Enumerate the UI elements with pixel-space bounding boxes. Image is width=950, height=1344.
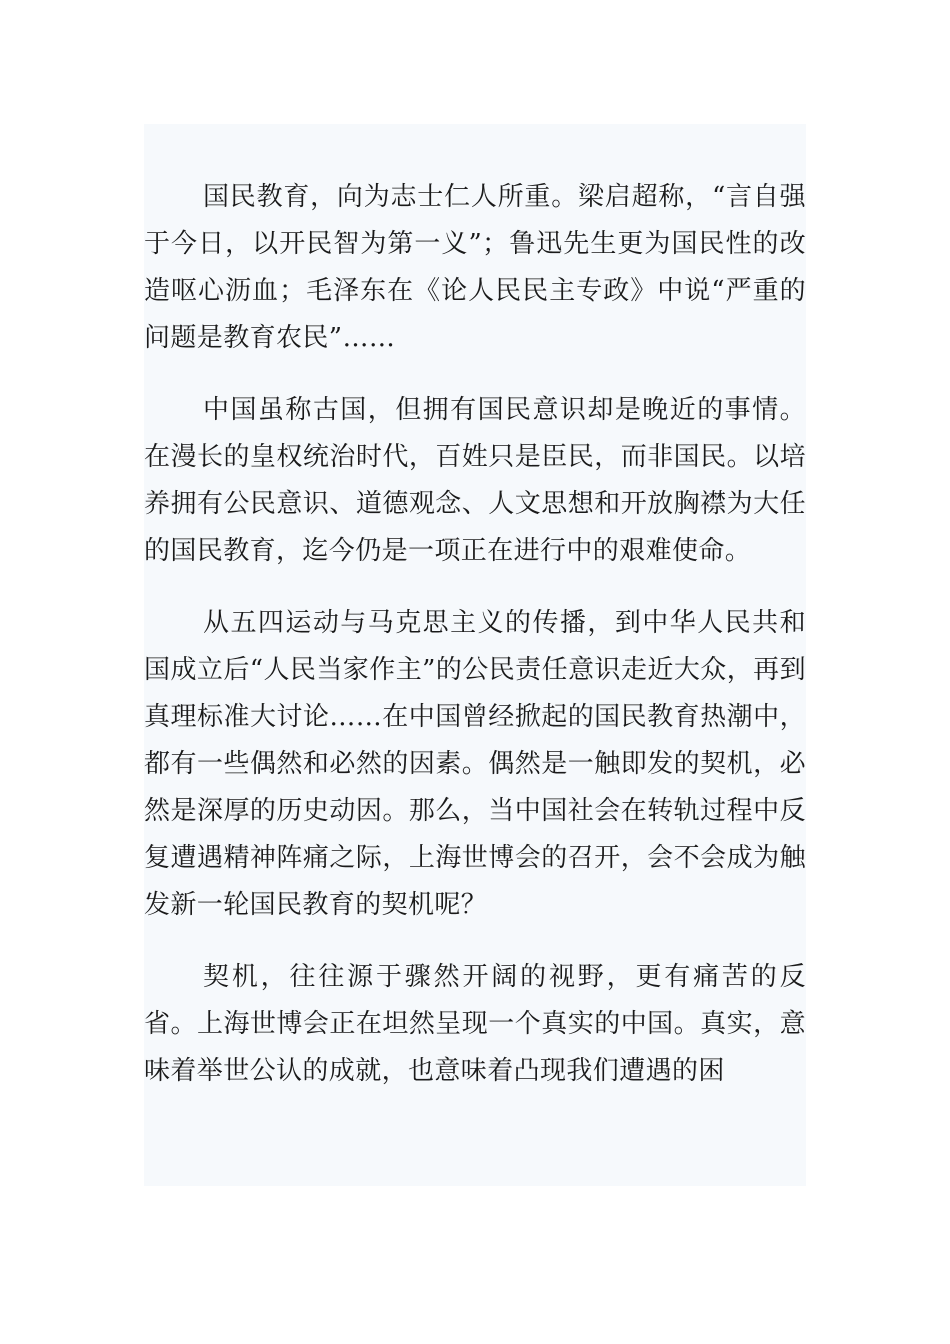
paragraph-4: 契机，往往源于骤然开阔的视野，更有痛苦的反省。上海世博会正在坦然呈现一个真实的中国。真实，意味着举世公认的成就，也意味着凸现我们遭遇的困 (144, 962, 806, 1086)
paragraph-1: 国民教育，向为志士仁人所重。梁启超称，“言自强于今日，以开民智为第一义”；鲁迅先生更为国民性的改造呕心沥血；毛泽东在《论人民民主专政》中说“严重的问题是教育农民”…… (144, 182, 806, 353)
article-text-block (144, 124, 806, 1186)
paragraph-2: 中国虽称古国，但拥有国民意识却是晚近的事情。在漫长的皇权统治时代，百姓只是臣民，而非国民。以培养拥有公民意识、道德观念、人文思想和开放胸襟为大任的国民教育，迄今仍是一项正在进行中的艰难使命。 (144, 395, 806, 566)
paragraph-3: 从五四运动与马克思主义的传播，到中华人民共和国成立后“人民当家作主”的公民责任意识走近大众，再到真理标准大讨论……在中国曾经掀起的国民教育热潮中，都有一些偶然和必然的因素。偶然是一触即发的契机，必然是深厚的历史动因。那么，当中国社会在转轨过程中反复遭遇精神阵痛之际，上海世博会的召开，会不会成为触发新一轮国民教育的契机呢？ (144, 608, 806, 920)
